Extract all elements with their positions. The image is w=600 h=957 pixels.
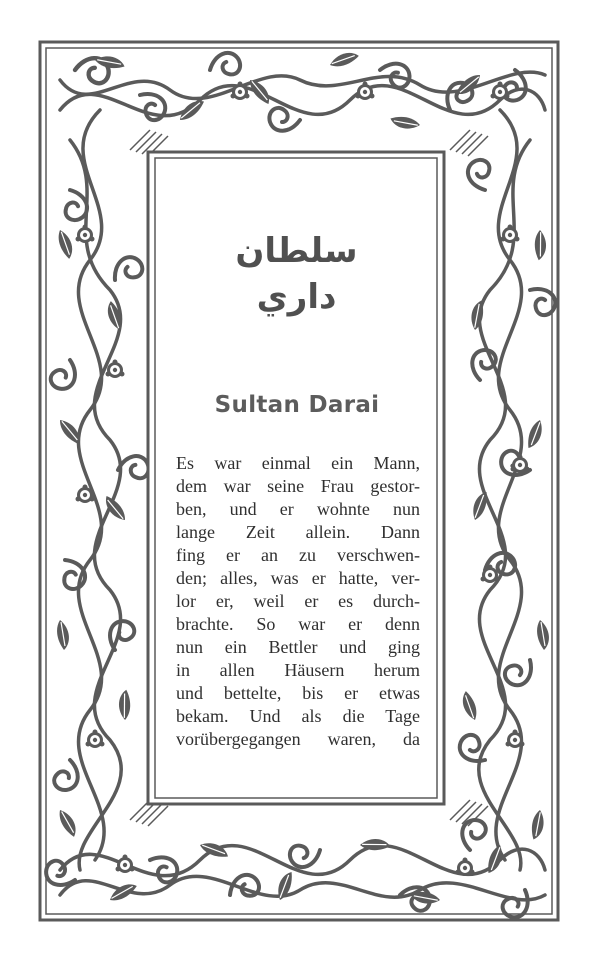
arabic-calligraphy-title [214,228,379,338]
body-line: dem war seine Frau gestor- [176,476,420,496]
calligraphy-line-1: سلطان [235,231,358,271]
calligraphy-line-2: داري [256,277,337,317]
story-body [176,452,420,751]
body-line: den; alles, was er hatte, ver- [176,568,420,588]
body-line: in allen Häusern herum [176,660,420,680]
body-line: lor er, weil er es durch- [176,591,420,611]
body-line: lange Zeit allein. Dann [176,522,420,542]
story-title: Sultan Darai [214,392,380,418]
body-line: nun ein Bettler und ging [176,637,420,657]
body-line: vorübergegangen waren, da [176,729,420,749]
body-line: Es war einmal ein Mann, [176,453,420,473]
body-line: brachte. So war er denn [176,614,420,634]
body-line: ben, und er wohnte nun [176,499,420,519]
body-line: fing er an zu verschwen- [176,545,420,565]
body-line: bekam. Und als die Tage [176,706,420,726]
body-line: und bettelte, bis er etwas [176,683,420,703]
